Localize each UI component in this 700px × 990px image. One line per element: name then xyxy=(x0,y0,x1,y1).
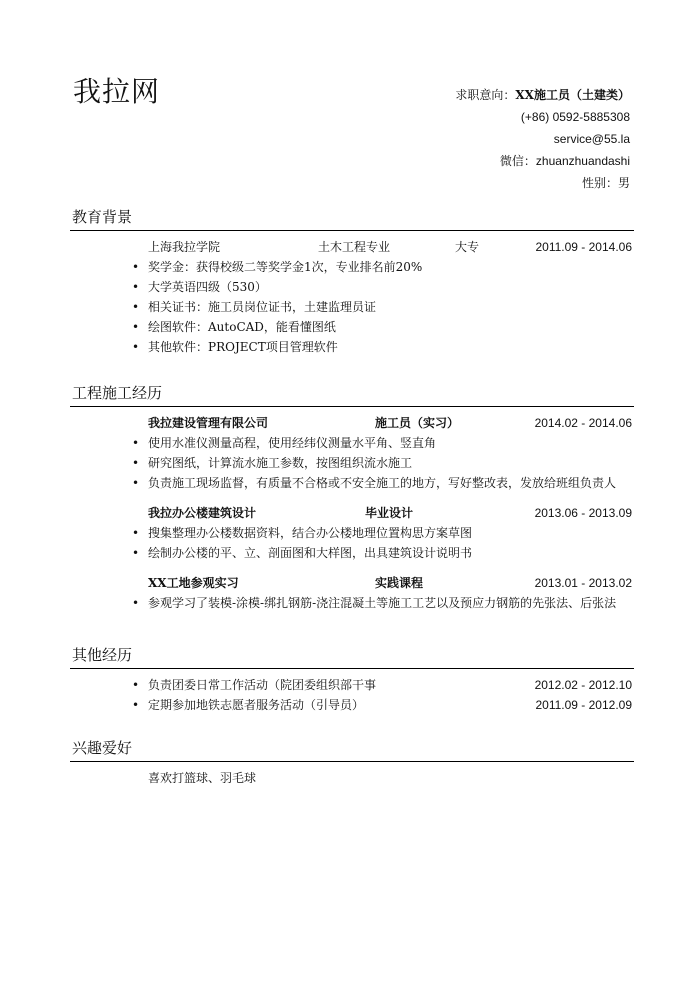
education-section xyxy=(70,206,634,357)
experience-date: 2013.06 - 2013.09 xyxy=(534,506,632,520)
education-row xyxy=(70,237,634,257)
experience-org: 我拉建设管理有限公司 xyxy=(148,416,269,430)
list-item: • 奖学金：获得校级二等奖学金1次，专业排名前20% xyxy=(70,257,634,277)
experience-list xyxy=(70,523,634,563)
experience-role: 实践课程 xyxy=(375,576,424,590)
experience-row xyxy=(70,503,634,523)
list-item: • 其他软件：PROJECT项目管理软件 xyxy=(70,337,634,357)
phone: (+86) 0592-5885308 xyxy=(520,110,630,124)
experience-row xyxy=(70,413,634,433)
email: service@55.la xyxy=(553,132,630,146)
list-item: • 负责施工现场监督，有质量不合格或不安全施工的地方，写好整改表，发放给班组负责人 xyxy=(70,473,634,493)
list-item: • 相关证书：施工员岗位证书，土建监理员证 xyxy=(70,297,634,317)
list-item: • 绘制办公楼的平、立、剖面图和大样图，出具建筑设计说明书 xyxy=(70,543,634,563)
section-title: 其他经历 xyxy=(70,644,634,669)
resume-name: 我拉网 xyxy=(73,75,161,108)
section-title: 教育背景 xyxy=(70,206,634,231)
experience-role: 施工员（实习） xyxy=(375,416,460,430)
other-text: 负责团委日常工作活动（院团委组织部干事 xyxy=(148,678,377,692)
hobbies-section xyxy=(70,737,634,788)
list-item xyxy=(70,695,634,715)
degree: 大专 xyxy=(455,240,480,254)
list-item: • 大学英语四级（530） xyxy=(70,277,634,297)
experience-org: 我拉办公楼建筑设计 xyxy=(148,506,257,520)
list-item: • 参观学习了装模-涂模-绑扎钢筋-浇注混凝土等施工工艺以及预应力钢筋的先张法、后张法 xyxy=(70,593,634,613)
list-item: • 绘图软件：AutoCAD，能看懂图纸 xyxy=(70,317,634,337)
major: 土木工程专业 xyxy=(318,240,391,254)
experience-date: 2014.02 - 2014.06 xyxy=(534,416,632,430)
wechat-value: zhuanzhuandashi xyxy=(535,154,630,168)
experience-list xyxy=(70,433,634,493)
section-title: 兴趣爱好 xyxy=(70,737,634,762)
education-list xyxy=(70,257,634,357)
other-date: 2012.02 - 2012.10 xyxy=(534,678,632,692)
job-intent-label: 求职意向： xyxy=(455,88,516,102)
list-item: • 使用水准仪测量高程，使用经纬仪测量水平角、竖直角 xyxy=(70,433,634,453)
list-item: • 搜集整理办公楼数据资料，结合办公楼地理位置构思方案草图 xyxy=(70,523,634,543)
section-title: 工程施工经历 xyxy=(70,382,634,407)
other-section xyxy=(70,644,634,715)
education-date: 2011.09 - 2014.06 xyxy=(535,240,632,254)
experience-org: XX工地参观实习 xyxy=(148,576,239,590)
experience-role: 毕业设计 xyxy=(365,506,414,520)
wechat xyxy=(455,150,630,172)
school: 上海我拉学院 xyxy=(148,240,221,254)
job-intent xyxy=(455,84,630,106)
hobbies-text: 喜欢打篮球、羽毛球 xyxy=(148,771,257,785)
other-list xyxy=(70,675,634,715)
contact-block xyxy=(455,84,630,194)
list-item: • 研究图纸，计算流水施工参数，按图组织流水施工 xyxy=(70,453,634,473)
other-date: 2011.09 - 2012.09 xyxy=(535,698,632,712)
job-intent-value: XX施工员（土建类） xyxy=(515,88,630,102)
experience-date: 2013.01 - 2013.02 xyxy=(534,576,632,590)
wechat-label: 微信： xyxy=(499,154,536,168)
other-text: 定期参加地铁志愿者服务活动（引导员） xyxy=(148,698,365,712)
experience-list xyxy=(70,593,634,613)
experience-section xyxy=(70,382,634,613)
list-item xyxy=(70,675,634,695)
gender: 性别：男 xyxy=(581,176,630,190)
experience-row xyxy=(70,573,634,593)
